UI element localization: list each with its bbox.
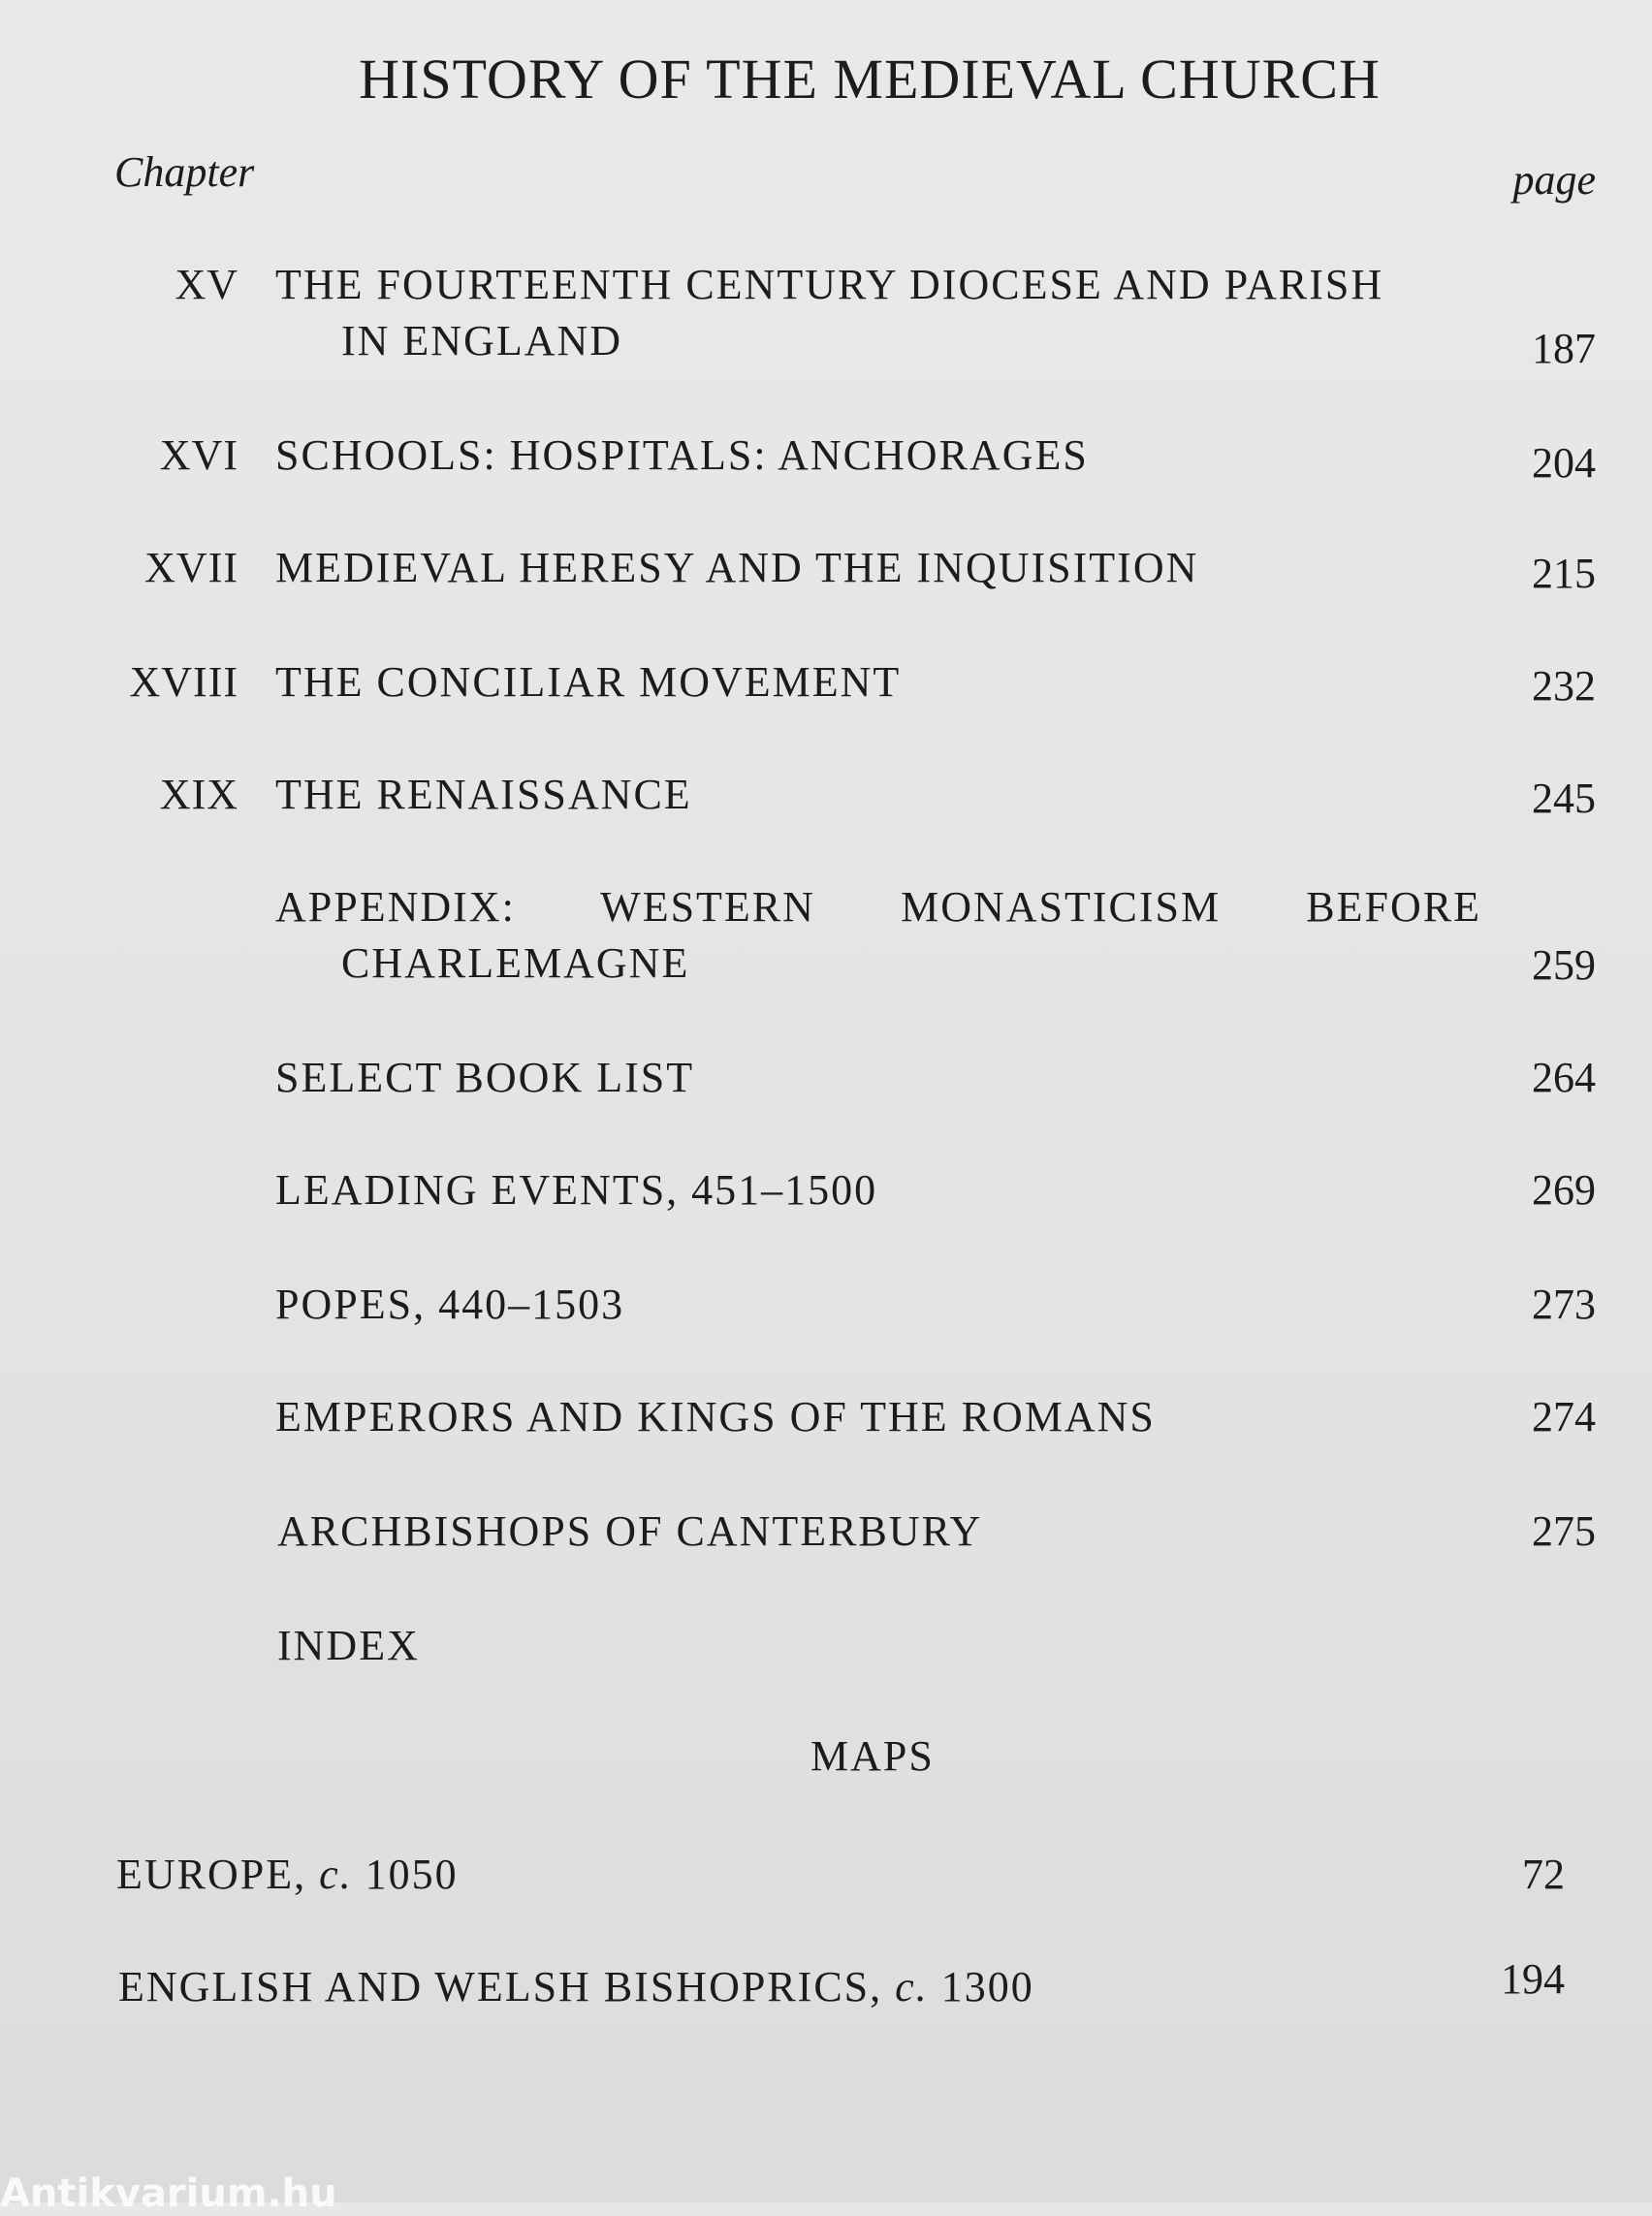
map-page-number: 72 bbox=[1522, 1851, 1565, 1898]
leading-events-page-number: 269 bbox=[1532, 1166, 1596, 1214]
page-title: HISTORY OF THE MEDIEVAL CHURCH bbox=[359, 47, 1381, 111]
chapter-title-continuation: IN ENGLAND bbox=[341, 317, 623, 364]
emperors-title: EMPERORS AND KINGS OF THE ROMANS bbox=[275, 1393, 1156, 1440]
popes-page-number: 273 bbox=[1532, 1281, 1596, 1328]
watermark: Antikvarium.hu bbox=[0, 2171, 337, 2216]
chapter-page-number: 232 bbox=[1532, 662, 1596, 710]
chapter-title: THE CONCILIAR MOVEMENT bbox=[275, 658, 902, 706]
emperors-page-number: 274 bbox=[1532, 1393, 1596, 1440]
chapter-title: SCHOOLS: HOSPITALS: ANCHORAGES bbox=[275, 431, 1089, 479]
map-year: 1300 bbox=[940, 1963, 1034, 2010]
map-page-number: 194 bbox=[1501, 1955, 1565, 2003]
map-circa: c. bbox=[319, 1851, 353, 1898]
map-label: ENGLISH AND WELSH BISHOPRICS, bbox=[118, 1963, 883, 2010]
chapter-page-number: 245 bbox=[1532, 775, 1596, 822]
page-column-label: page bbox=[1512, 156, 1596, 204]
appendix-title-continuation: CHARLEMAGNE bbox=[341, 939, 690, 987]
chapter-numeral: XVIII bbox=[129, 658, 238, 706]
chapter-page-number: 187 bbox=[1532, 325, 1596, 372]
map-label: EUROPE, bbox=[116, 1851, 307, 1898]
map-entry bbox=[118, 1962, 1034, 2011]
archbishops-page-number: 275 bbox=[1532, 1507, 1596, 1555]
chapter-column-label: Chapter bbox=[114, 148, 255, 196]
map-entry bbox=[116, 1850, 459, 1899]
maps-heading: MAPS bbox=[810, 1732, 935, 1780]
chapter-title: MEDIEVAL HERESY AND THE INQUISITION bbox=[275, 544, 1199, 591]
chapter-page-number: 215 bbox=[1532, 550, 1596, 597]
index-title: INDEX bbox=[277, 1622, 420, 1669]
chapter-numeral: XVI bbox=[159, 431, 238, 479]
book-list-title: SELECT BOOK LIST bbox=[275, 1054, 695, 1101]
appendix-page-number: 259 bbox=[1532, 941, 1596, 989]
map-year: 1050 bbox=[365, 1851, 459, 1898]
chapter-numeral: XVII bbox=[144, 544, 238, 591]
chapter-numeral: XIX bbox=[159, 771, 238, 818]
chapter-numeral: XV bbox=[175, 261, 238, 308]
map-circa: c. bbox=[895, 1963, 929, 2010]
book-list-page-number: 264 bbox=[1532, 1054, 1596, 1101]
chapter-title: THE FOURTEENTH CENTURY DIOCESE AND PARISH bbox=[275, 261, 1384, 308]
popes-title: POPES, 440–1503 bbox=[275, 1281, 625, 1328]
chapter-page-number: 204 bbox=[1532, 439, 1596, 487]
chapter-title: THE RENAISSANCE bbox=[275, 771, 692, 818]
appendix-title: APPENDIX: WESTERN MONASTICISM BEFORE bbox=[275, 883, 1481, 931]
archbishops-title: ARCHBISHOPS OF CANTERBURY bbox=[277, 1507, 983, 1555]
leading-events-title: LEADING EVENTS, 451–1500 bbox=[275, 1166, 878, 1214]
